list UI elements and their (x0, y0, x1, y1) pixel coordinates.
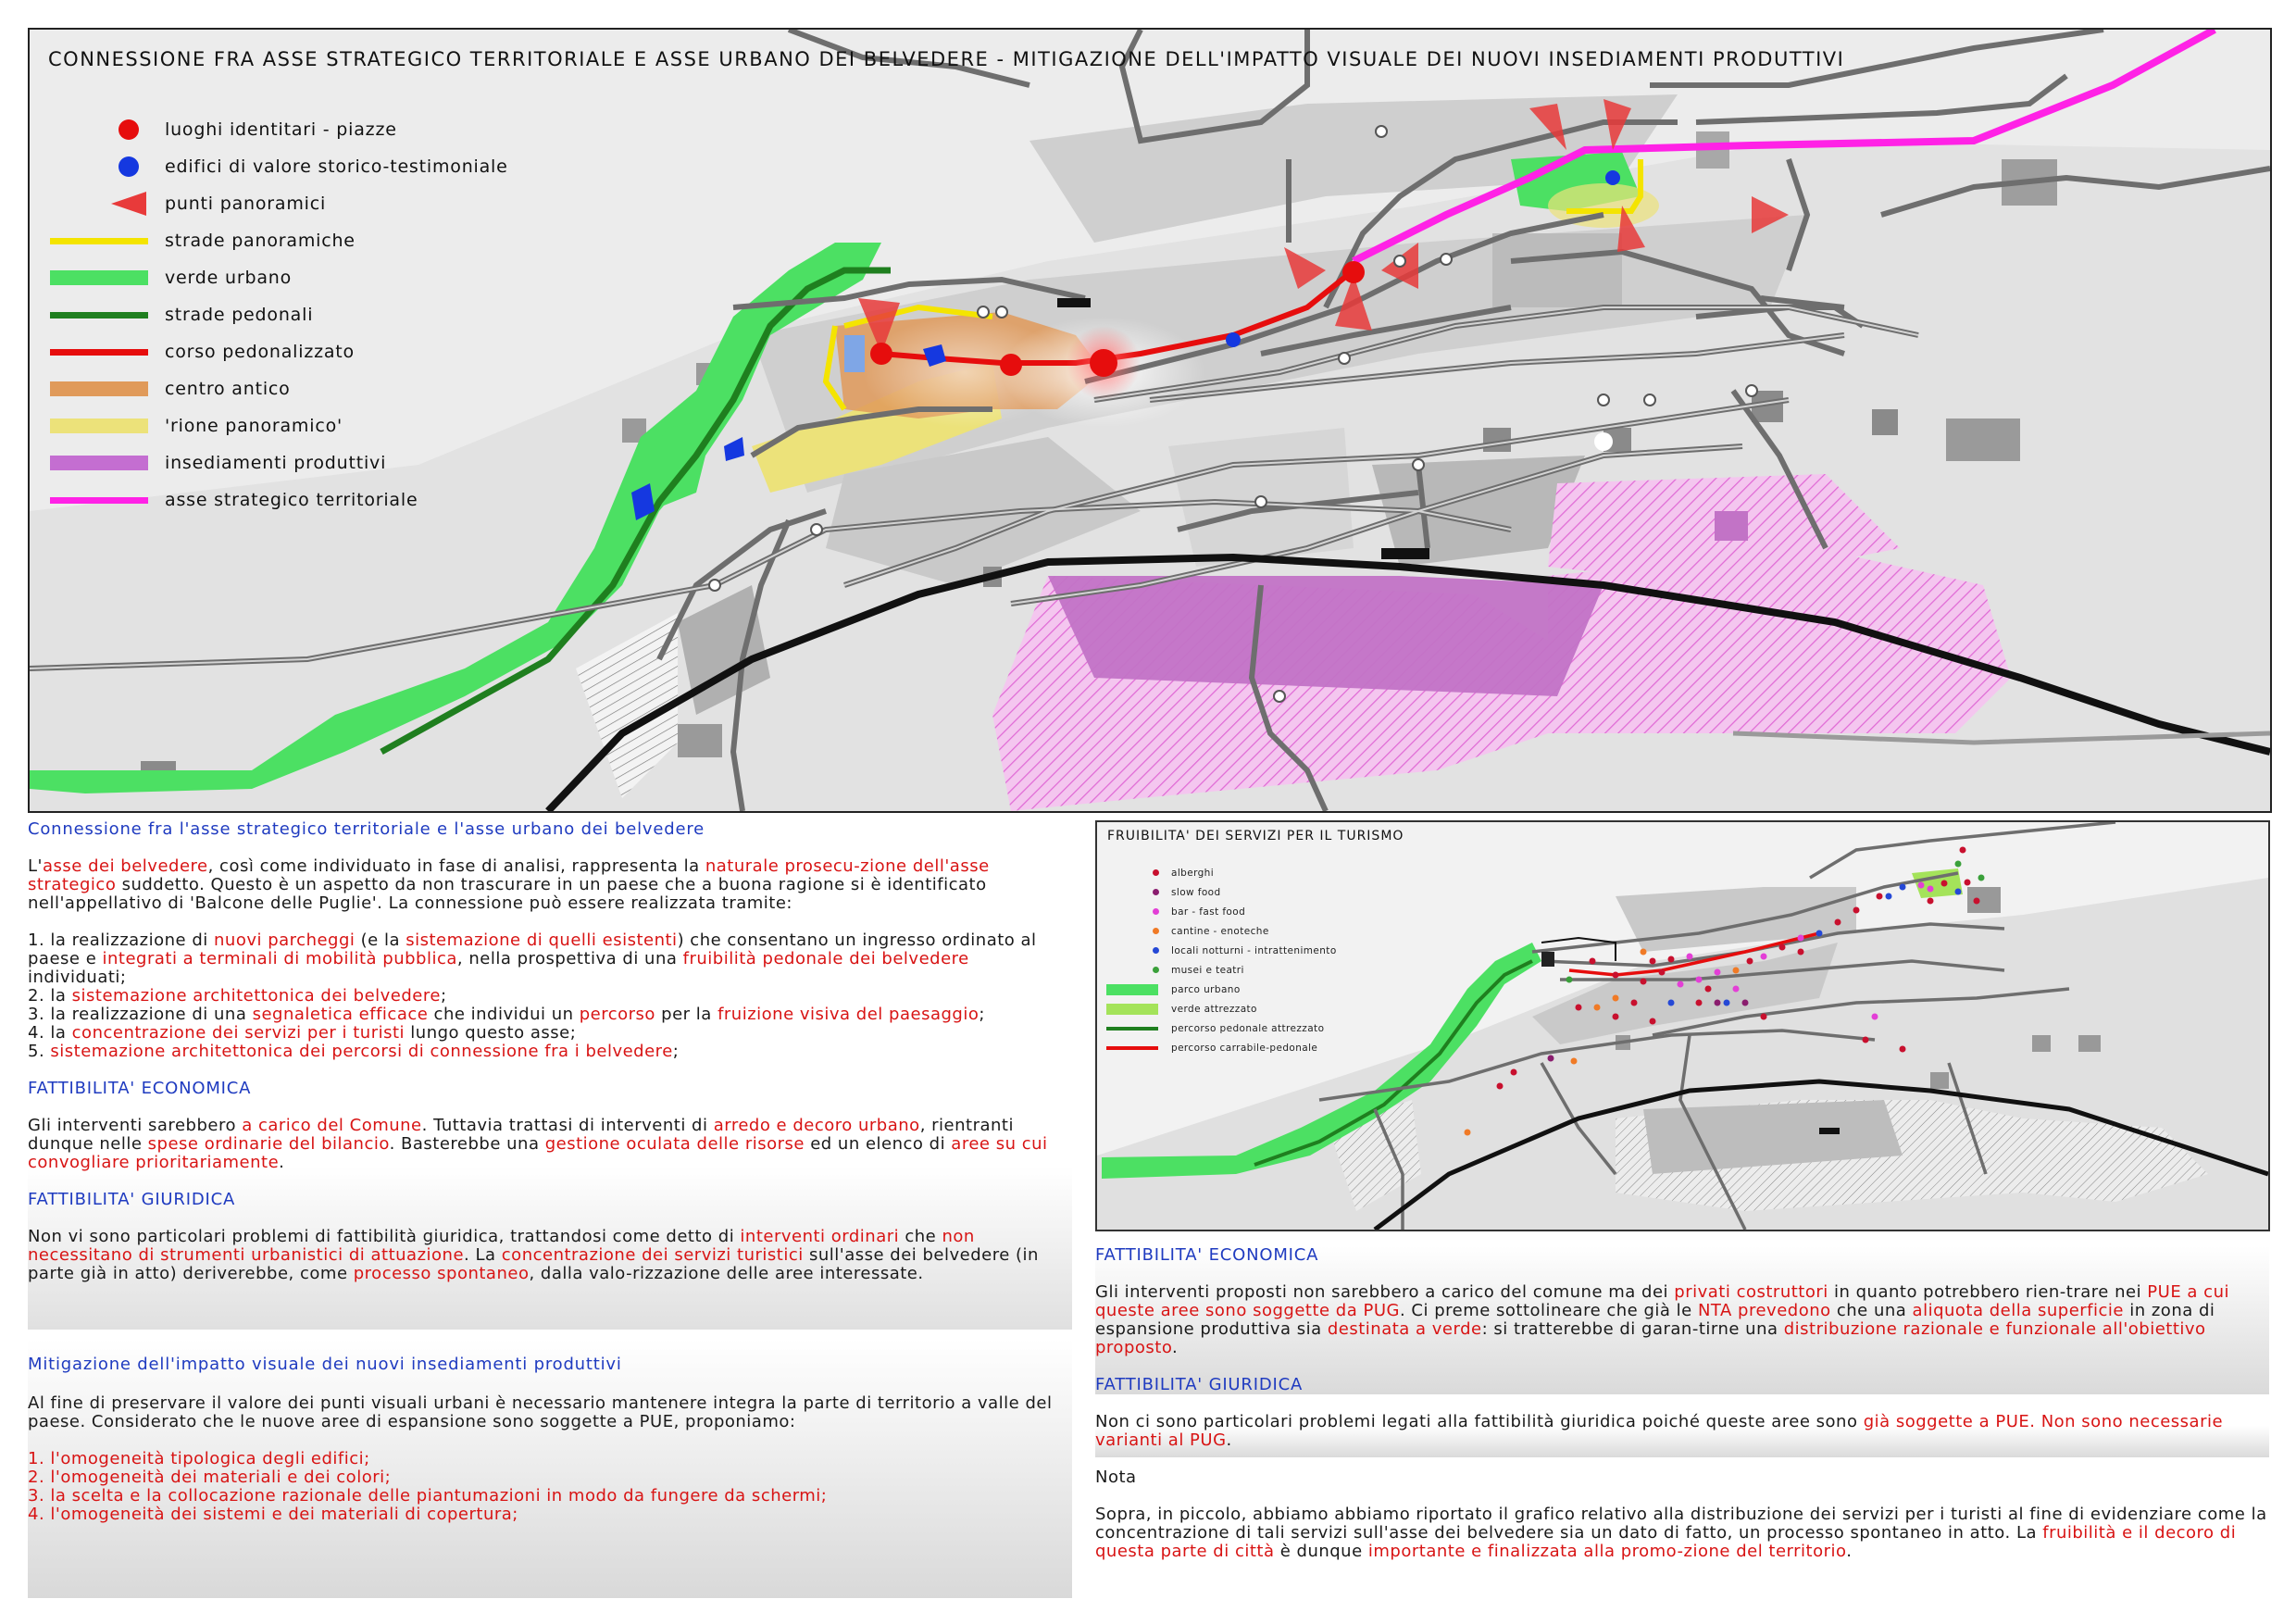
body-text: . (1226, 1430, 1232, 1450)
mitigation-box (28, 1339, 1072, 1598)
highlight-text: già soggette a PUE. Non sono necessarie varianti al PUG (1095, 1412, 2224, 1450)
body-text: 4. la (28, 1023, 72, 1043)
legend-item (46, 444, 565, 481)
body-text: per la (655, 1005, 718, 1024)
inset-legend-label: musei e teatri (1171, 964, 1244, 976)
list-item (28, 987, 1072, 1006)
body-text: Sopra, in piccolo, abbiamo abbiamo riportato il grafico relativo alla distribuzione dei servizi per i turisti al fine di evidenziare come la concentrazione di tali servizi sull'asse dei belvedere sia un dato di fatto, un processo spontaneo in atto. La (1095, 1505, 2267, 1543)
highlight-text: concentrazione dei servizi per i turisti (71, 1023, 406, 1043)
map-legend (46, 111, 565, 518)
body-text: Non ci sono particolari problemi legati alla fattibilità giuridica poiché queste aree sono (1095, 1412, 1864, 1431)
body-text: 5. (28, 1042, 51, 1061)
legend-item (46, 259, 565, 296)
paragraph-mitigation: Al fine di preservare il valore dei punti visuali urbani è necessario mantenere integra la parte di territorio a valle del paese. Considerato che le nuove aree di espansione sono soggette a PUE, proponiamo: (28, 1393, 1053, 1431)
inset-legend-item (1106, 999, 1403, 1018)
highlight-text: concentrazione dei servizi turistici (501, 1245, 804, 1265)
paragraph-economic (28, 1117, 1072, 1172)
inset-legend-item (1106, 941, 1403, 960)
highlight-text: non necessitano di strumenti urbanistici di attuazione (28, 1227, 975, 1265)
body-text: , così come individuato in fase di analisi, rappresenta la (207, 856, 705, 876)
legend-symbol (46, 268, 148, 288)
legend-item (46, 370, 565, 407)
inset-legend-item (1106, 882, 1403, 902)
inset-legend-item (1106, 902, 1403, 921)
legend-item (46, 333, 565, 370)
inset-legend-symbol (1106, 965, 1158, 976)
body-text: che individui un (428, 1005, 580, 1024)
page-title: CONNESSIONE FRA ASSE STRATEGICO TERRITORIALE E ASSE URBANO DEI BELVEDERE - MITIGAZIONE DELL'IMPATTO VISUALE DEI NUOVI INSEDIAMENTI PRODUTTIVI (48, 48, 1845, 70)
body-text: che una (1830, 1301, 1913, 1320)
highlight-text: sistemazione architettonica dei percorsi di connessione fra i belvedere (50, 1042, 673, 1061)
highlight-text: importante e finalizzata alla promo-zione del territorio (1367, 1542, 1847, 1561)
list-mitigation (28, 1450, 1072, 1524)
highlight-text: a carico del Comune (242, 1116, 422, 1135)
highlight-text: naturale prosecu-zione dell'asse strategico (28, 856, 990, 894)
body-text: 2. la (28, 986, 72, 1006)
inset-legend-symbol (1106, 1004, 1158, 1015)
list-item (28, 931, 1072, 987)
inset-legend-symbol (1106, 1023, 1158, 1034)
body-text: , rientranti dunque nelle (28, 1116, 1014, 1154)
note-label: Nota (1095, 1468, 1137, 1487)
legend-item (46, 148, 565, 185)
legend-symbol (46, 231, 148, 251)
inset-legend-symbol (1106, 868, 1158, 879)
highlight-text: fruizione visiva del paesaggio (718, 1005, 980, 1024)
highlight-text: sistemazione di quelli esistenti (406, 931, 678, 950)
legend-item (46, 185, 565, 222)
body-text: , dalla valo-rizzazione delle aree interessate. (529, 1264, 924, 1283)
body-text: individuati; (28, 968, 127, 987)
legend-symbol (46, 453, 148, 473)
legend-symbol (46, 305, 148, 325)
inset-legend-symbol (1106, 984, 1158, 995)
inset-legend-label: percorso pedonale attrezzato (1171, 1022, 1325, 1034)
inset-title: FRUIBILITA' DEI SERVIZI PER IL TURISMO (1107, 829, 1404, 843)
body-text: 3. la realizzazione di una (28, 1005, 253, 1024)
list-item (28, 1006, 1072, 1024)
highlight-text: asse dei belvedere (42, 856, 208, 876)
legend-symbol (46, 416, 148, 436)
body-text: che (899, 1227, 942, 1246)
section-heading: FATTIBILITA' GIURIDICA (28, 1190, 236, 1209)
legend-item (46, 222, 565, 259)
section-heading: Connessione fra l'asse strategico territoriale e l'asse urbano dei belvedere (28, 819, 705, 839)
inset-legend-label: verde attrezzato (1171, 1003, 1257, 1015)
body-text: . Ci preme sottolineare che già le (1399, 1301, 1698, 1320)
legend-item (46, 407, 565, 444)
highlight-text: PUE a cui queste aree sono soggette da PUG (1095, 1282, 2229, 1320)
paragraph-note (1095, 1505, 2269, 1561)
inset-legend-item (1106, 1018, 1403, 1038)
body-text: è dunque (1274, 1542, 1368, 1561)
inset-legend-item (1106, 921, 1403, 941)
inset-map (1095, 820, 2270, 1231)
inset-legend-label: parco urbano (1171, 983, 1241, 995)
highlight-text: arredo e decoro urbano (713, 1116, 920, 1135)
body-text: . La (464, 1245, 502, 1265)
inset-legend-label: percorso carrabile-pedonale (1171, 1042, 1318, 1054)
body-text: ) che consentano un ingresso ordinato al paese e (28, 931, 1037, 968)
body-text: sull'asse dei belvedere (in parte già in atto) deriverebbe, come (28, 1245, 1039, 1283)
body-text: . Basterebbe una (389, 1134, 545, 1154)
highlight-text: percorso (579, 1005, 655, 1024)
body-text: Gli interventi sarebbero (28, 1116, 243, 1135)
highlight-text: integrati a terminali di mobilità pubblica (102, 949, 457, 968)
body-text: 1. la realizzazione di (28, 931, 215, 950)
body-text: . (1172, 1338, 1179, 1357)
legend-symbol (46, 194, 148, 214)
legend-label: centro antico (165, 379, 291, 399)
inset-legend-label: slow food (1171, 886, 1221, 898)
highlight-text: interventi ordinari (740, 1227, 900, 1246)
inset-legend-symbol (1106, 1043, 1158, 1054)
left-text-column (28, 820, 1072, 1283)
legend-label: verde urbano (165, 268, 293, 288)
inset-legend-label: bar - fast food (1171, 906, 1246, 918)
legend-label: 'rione panoramico' (165, 416, 343, 436)
highlight-text: NTA prevedono (1697, 1301, 1831, 1320)
body-text: ; (979, 1005, 985, 1024)
legend-symbol (46, 119, 148, 140)
body-text: suddetto. Questo è un aspetto da non trascurare in un paese che a buona ragione si è identificato nell'appellativo di 'Balcone delle Puglie'. La connessione può essere realizzata tramite: (28, 875, 987, 913)
list-item: 4. l'omogeneità dei sistemi e dei materiali di copertura; (28, 1505, 518, 1524)
list-item: 1. l'omogeneità tipologica degli edifici; (28, 1449, 370, 1468)
legend-label: edifici di valore storico-testimoniale (165, 156, 508, 177)
inset-legend-item (1106, 960, 1403, 980)
list-item (28, 1043, 1072, 1061)
legend-symbol (46, 342, 148, 362)
highlight-text: privati costruttori (1674, 1282, 1828, 1302)
highlight-text: nuovi parcheggi (214, 931, 356, 950)
inset-legend-symbol (1106, 926, 1158, 937)
section-heading: FATTIBILITA' ECONOMICA (1095, 1245, 1319, 1265)
body-text: . (1846, 1542, 1853, 1561)
legend-label: punti panoramici (165, 194, 327, 214)
legend-label: insediamenti produttivi (165, 453, 387, 473)
legend-label: asse strategico territoriale (165, 490, 418, 510)
inset-legend-symbol (1106, 945, 1158, 956)
inset-legend-item (1106, 980, 1403, 999)
inset-legend-label: alberghi (1171, 867, 1215, 879)
body-text: in zona di espansione produttiva sia (1095, 1301, 2215, 1339)
highlight-text: fruibilità pedonale dei belvedere (682, 949, 969, 968)
highlight-text: segnaletica efficace (252, 1005, 429, 1024)
highlight-text: distribuzione razionale e funzionale all'obiettivo proposto (1095, 1319, 2206, 1357)
legend-item (46, 296, 565, 333)
legend-label: strade panoramiche (165, 231, 356, 251)
list-item: 3. la scelta e la collocazione razionale delle piantumazioni in modo da fungere da schermi; (28, 1486, 828, 1505)
section-heading: Mitigazione dell'impatto visuale dei nuovi insediamenti produttivi (28, 1355, 622, 1374)
inset-legend-symbol (1106, 887, 1158, 898)
body-text: . (279, 1153, 285, 1172)
body-text: , nella prospettiva di una (456, 949, 683, 968)
highlight-text: aree su cui convogliare prioritariamente (28, 1134, 1048, 1172)
highlight-text: gestione oculata delle risorse (544, 1134, 805, 1154)
body-text: Non vi sono particolari problemi di fattibilità giuridica, trattandosi come detto di (28, 1227, 741, 1246)
body-text: ed un elenco di (804, 1134, 952, 1154)
body-text: in quanto potrebbero rien-trare nei (1828, 1282, 2148, 1302)
body-text: ; (440, 986, 447, 1006)
highlight-text: processo spontaneo (353, 1264, 530, 1283)
body-text: lungo questo asse; (405, 1023, 577, 1043)
list-item: 2. l'omogeneità dei materiali e dei colori; (28, 1468, 392, 1487)
highlight-text: aliquota della superficie (1912, 1301, 2124, 1320)
highlight-text: fruibilità e il decoro di questa parte di città (1095, 1523, 2237, 1561)
body-text: L' (28, 856, 43, 876)
body-text: ; (672, 1042, 680, 1061)
right-text-column (1095, 1246, 2269, 1561)
highlight-text: spese ordinarie del bilancio (147, 1134, 390, 1154)
body-text: . Tuttavia trattasi di interventi di (421, 1116, 714, 1135)
legend-item (46, 111, 565, 148)
inset-legend-item (1106, 863, 1403, 882)
paragraph-connection (28, 857, 1072, 913)
paragraph-economic-right (1095, 1283, 2269, 1357)
section-heading: FATTIBILITA' ECONOMICA (28, 1079, 252, 1098)
body-text: : si tratterebbe di garan-tirne una (1481, 1319, 1784, 1339)
paragraph-legal (28, 1228, 1072, 1283)
paragraph-legal-right (1095, 1413, 2269, 1450)
list-connection-actions (28, 931, 1072, 1061)
body-text: Gli interventi proposti non sarebbero a carico del comune ma dei (1095, 1282, 1675, 1302)
legend-item (46, 481, 565, 518)
legend-symbol (46, 379, 148, 399)
highlight-text: destinata a verde (1327, 1319, 1482, 1339)
body-text: (e la (355, 931, 406, 950)
inset-legend-item (1106, 1038, 1403, 1057)
inset-legend-symbol (1106, 906, 1158, 918)
legend-symbol (46, 490, 148, 510)
list-item (28, 1024, 1072, 1043)
section-heading: FATTIBILITA' GIURIDICA (1095, 1375, 1304, 1394)
legend-label: corso pedonalizzato (165, 342, 355, 362)
inset-legend-label: locali notturni - intrattenimento (1171, 944, 1337, 956)
inset-legend-label: cantine - enoteche (1171, 925, 1269, 937)
legend-label: strade pedonali (165, 305, 314, 325)
legend-symbol (46, 156, 148, 177)
legend-label: luoghi identitari - piazze (165, 119, 397, 140)
inset-legend (1106, 863, 1403, 1057)
highlight-text: sistemazione architettonica dei belvedere (71, 986, 441, 1006)
